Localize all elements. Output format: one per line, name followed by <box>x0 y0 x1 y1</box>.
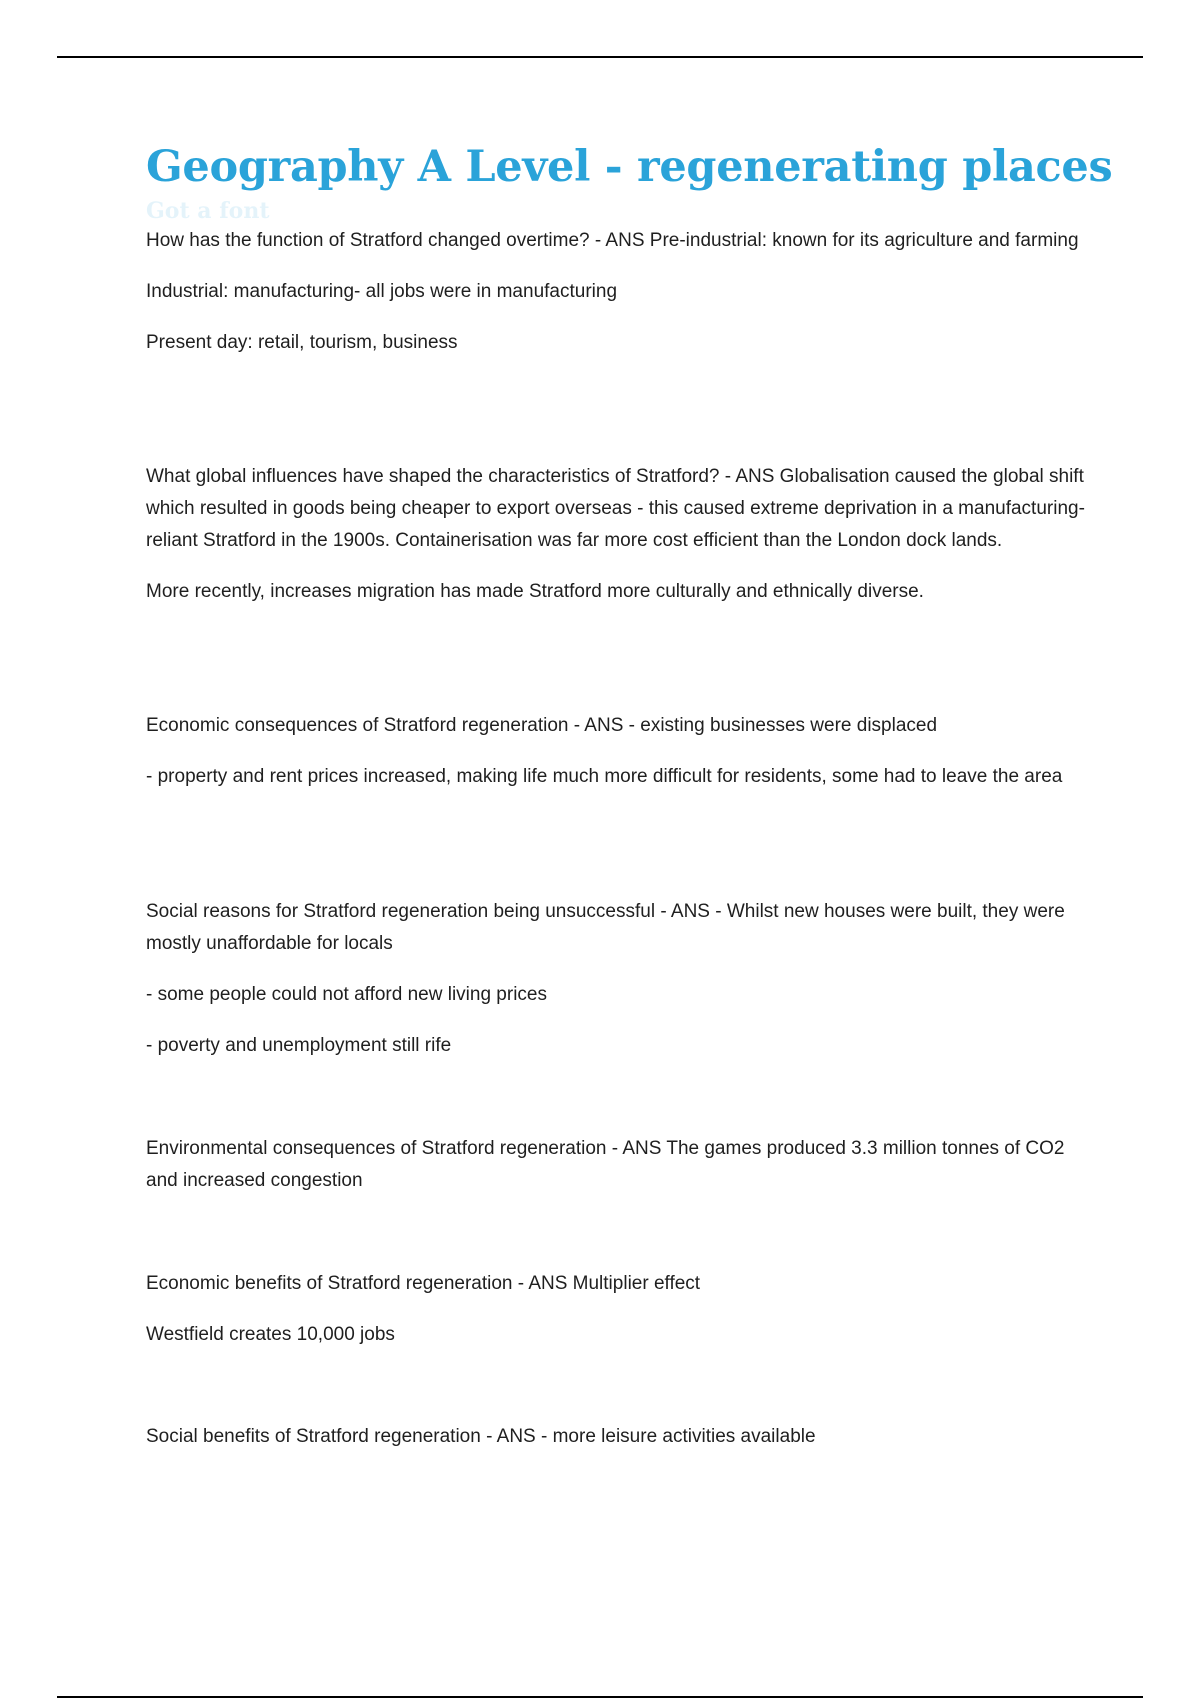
qa-entry <box>146 896 1096 1062</box>
entry-paragraph: Economic benefits of Stratford regeneration - ANS Multiplier effect <box>146 1273 701 1294</box>
document-title: Geography A Level - regenerating places <box>146 142 1113 192</box>
qa-entry <box>146 1421 1096 1453</box>
qa-entry <box>146 225 1096 359</box>
entry-paragraph: Social benefits of Stratford regeneration - ANS - more leisure activities available <box>146 1426 816 1447</box>
qa-entry <box>146 1268 1096 1351</box>
entry-paragraph: - property and rent prices increased, making life much more difficult for residents, some had to leave the area <box>146 766 1063 787</box>
entry-paragraph: Westfield creates 10,000 jobs <box>146 1324 395 1345</box>
entry-paragraph: Environmental consequences of Stratford regeneration - ANS The games produced 3.3 million tonnes of CO2 and increased congestion <box>146 1138 1065 1191</box>
entry-paragraph: Industrial: manufacturing- all jobs were in manufacturing <box>146 281 618 302</box>
entry-paragraph: Present day: retail, tourism, business <box>146 332 458 353</box>
entry-paragraph: What global influences have shaped the characteristics of Stratford? - ANS Globalisation caused the global shift which resulted in goods being cheaper to export overseas - this caused extreme deprivation in a manufacturing-reliant Stratford in the 1900s. Containerisation was far more cost efficient than the London dock lands. <box>146 466 1085 551</box>
entry-paragraph: Economic consequences of Stratford regeneration - ANS - existing businesses were displaced <box>146 715 938 736</box>
entry-paragraph: - poverty and unemployment still rife <box>146 1035 452 1056</box>
entry-paragraph: More recently, increases migration has made Stratford more culturally and ethnically diverse. <box>146 581 924 602</box>
header-rule <box>57 56 1143 58</box>
qa-entry <box>146 1133 1096 1197</box>
qa-entry <box>146 461 1096 608</box>
qa-entry <box>146 710 1096 793</box>
entry-paragraph: Social reasons for Stratford regeneration being unsuccessful - ANS - Whilst new houses were built, they were mostly unaffordable for locals <box>146 901 1065 954</box>
footer-rule <box>57 1696 1143 1698</box>
entry-paragraph: - some people could not afford new living prices <box>146 984 547 1005</box>
entry-paragraph: How has the function of Stratford changed overtime? - ANS Pre-industrial: known for its agriculture and farming <box>146 230 1079 251</box>
document-subtitle: Got a font <box>146 198 270 224</box>
